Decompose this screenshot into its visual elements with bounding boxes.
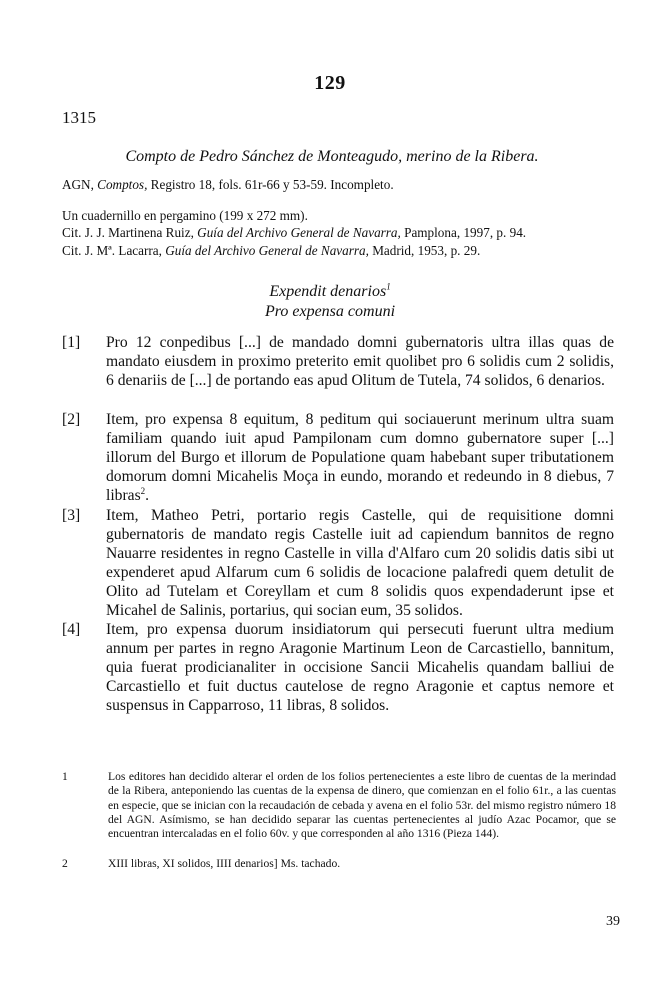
citation-title: Guía del Archivo General de Navarra, (165, 243, 369, 258)
entry-number: [1] (62, 334, 81, 351)
citation-prefix: Cit. J. J. Martinena Ruiz, (62, 225, 198, 240)
citation-rest: Madrid, 1953, p. 29. (368, 243, 481, 258)
footnote-number: 1 (62, 770, 68, 783)
citation-2 (62, 242, 622, 259)
document-year: 1315 (62, 108, 96, 127)
page-number: 39 (606, 914, 620, 929)
entry-text: Item, pro expensa 8 equitum, 8 peditum qui sociauerunt merinum ultra suam familiam quando iuit apud Pampilonam cum domno gubernatore super [...] illorum del Burgo et illorum de Populatione quam habebant super tributationem domorum domni Micahelis Moça in eundo, morando et redeundo in 8 diebus, 7 libras$^2$. (106, 411, 614, 504)
archive-prefix: AGN, (62, 177, 98, 192)
footnote-marker-1: 1 (386, 281, 391, 292)
document-title: Compto de Pedro Sánchez de Monteagudo, merino de la Ribera. (125, 148, 539, 165)
archive-reference (62, 176, 622, 193)
entry-text: Item, Matheo Petri, portario regis Castelle, qui de requisitione domni gubernatoris de mandato regis Castelle iuit ad capiendum bannitos de regno Nauarre residentes in regno Castelle in villa d'Alfaro cum 20 solidis datis sibi ut expenderet apud Alfarum cum 6 solidis de locacione palafredi quem detulit de Olito ad Tutelam et Coreyllam et cum 8 solidis quos expendaderunt ipse et Micahel de Salinis, portarius, qui socian eum, 35 solidos. (106, 507, 614, 619)
citation-1 (62, 224, 622, 241)
entry-number: [3] (62, 507, 81, 524)
footnote-text: Los editores han decidido alterar el orden de los folios pertenecientes a este libro de cuentas de la merindad de la Ribera, anteponiendo las cuentas de la expensa de dinero, que comienzan en el folio 61r., a las cuentas en especie, que se inician con la recaudación de cebada y avena en el folio 53r. del mismo registro número 18 del AGN. Asímismo, se han decidido separar las cuentas pertenecientes al judío Azac Pocamor, que se encuentran intercaladas en el folio 60v. y que corresponden al año 1316 (Pieza 144). (108, 770, 616, 841)
entry-text: Pro 12 conpedibus [...] de mandado domni gubernatoris ultra illas quas de mandato eiusdem in proximo preterito emit quolibet pro 6 solidis cum 2 solidis, 6 denariis de [...] de portando eas apud Olitum de Tutela, 74 solidos, 6 denarios. (106, 334, 614, 389)
footnote-number: 2 (62, 857, 68, 870)
section-subheading: Pro expensa comuni (264, 303, 396, 320)
citation-title: Guía del Archivo General de Navarra, (197, 225, 401, 240)
section-heading: Expendit denarios$^1$ (269, 281, 391, 300)
physical-description: Un cuadernillo en pergamino (199 x 272 mm). (62, 208, 308, 223)
entry-number: [2] (62, 411, 81, 428)
citation-prefix: Cit. J. Mª. Lacarra, (62, 243, 166, 258)
document-number: 129 (314, 72, 346, 94)
archive-series: Comptos, (97, 177, 148, 192)
archive-rest: Registro 18, fols. 61r-66 y 53-59. Incompleto. (147, 177, 394, 192)
entry-text: Item, pro expensa duorum insidiatorum qui persecuti fuerunt ultra medium annum per partes in regno Aragonie Martinum Leon de Carcastiello, bannitum, quia fuerat prodicianaliter in occisione Sancii Micahelis quandam balliui de Carcastiello et fuit ductus cautelose de regno Aragonie et captus nemore et suspensus in Capparroso, 11 libras, 8 solidos. (106, 621, 614, 714)
footnote-text: XIII libras, XI solidos, IIII denarios] Ms. tachado. (108, 857, 341, 870)
entry-number: [4] (62, 621, 81, 638)
citation-rest: Pamplona, 1997, p. 94. (400, 225, 527, 240)
footnote-marker-2: 2 (140, 485, 146, 496)
